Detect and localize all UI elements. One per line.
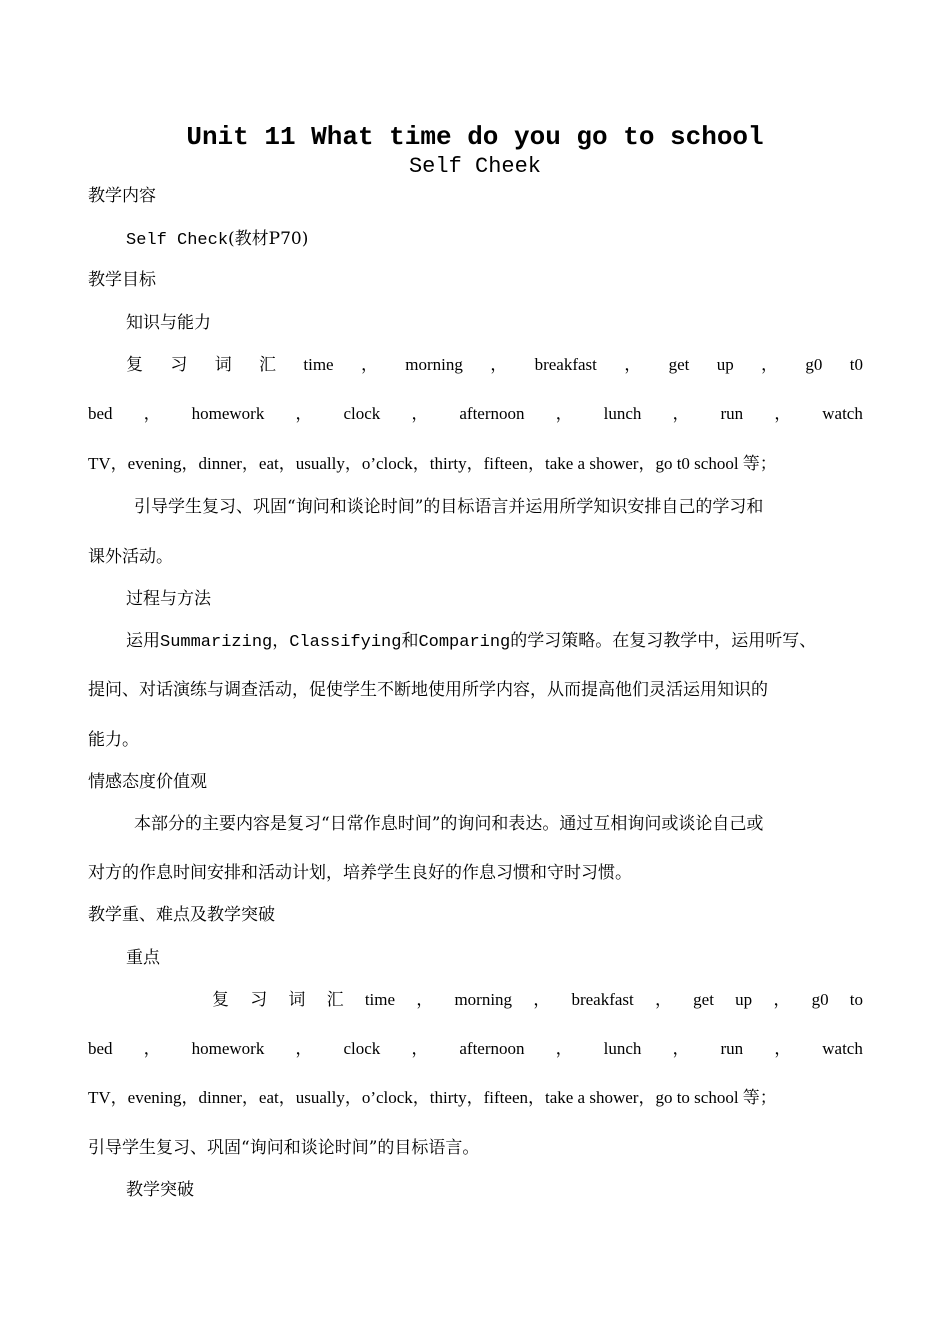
subheading-focus: 重点 [126,948,160,968]
vocab-list-row [88,1037,863,1061]
process-text: 运用 [126,631,160,651]
vocab-word: bed [88,1039,113,1058]
content-reference [126,227,308,253]
vocab-word: 复 [126,355,143,374]
subheading-breakthrough: 教学突破 [126,1180,194,1200]
vocab-word: ， [672,404,690,423]
section-heading-key-points: 教学重、难点及教学突破 [88,905,275,925]
vocab-word: ， [143,1039,161,1058]
section-heading-content: 教学内容 [88,186,156,206]
vocab-word: ， [624,355,642,374]
vocab-word: run [720,404,744,423]
vocab-list-row [212,988,863,1012]
vocab-word: ， [774,1039,792,1058]
vocab-word: watch [822,1039,863,1058]
vocab-word: t0 [849,355,863,374]
vocab-word: ， [773,990,791,1009]
strategy-terms: Summarizing，Classifying [160,633,402,652]
vocab-word: homework [191,1039,265,1058]
vocab-word: ， [490,355,508,374]
vocab-word: ， [774,404,792,423]
process-paragraph-line [126,629,816,655]
vocab-word: 习 [250,990,268,1009]
vocab-word: get [693,990,714,1009]
vocab-list-row-end: TV，evening，dinner，eat，usually，o’clock，thirty，fifteen，take a shower，go t0 school 等； [88,454,777,473]
process-paragraph-line: 提问、对话演练与调查活动，促使学生不断地使用所学内容，从而提高他们灵活运用知识的 [88,680,768,700]
values-paragraph-line: 对方的作息时间安排和活动计划，培养学生良好的作息习惯和守时习惯。 [88,863,632,883]
process-text: 和 [401,631,419,651]
vocab-word: 词 [214,355,232,374]
vocab-word: ， [411,404,429,423]
document-subtitle: Self Cheek [408,154,542,179]
vocab-word: up [716,355,734,374]
process-text: 的学习策略。在复习教学中，运用听写、 [510,631,817,651]
vocab-word: 词 [288,990,306,1009]
vocab-word: to [849,990,863,1009]
document-title: Unit 11 What time do you go to school [186,122,764,152]
content-reference-prefix: Self Check [126,231,229,250]
vocab-word: ， [654,990,672,1009]
vocab-word: breakfast [571,990,634,1009]
vocab-word: up [735,990,753,1009]
vocab-word: lunch [603,1039,642,1058]
process-paragraph-line: 能力。 [88,730,139,750]
vocab-word: bed [88,404,113,423]
vocab-word: g0 [805,355,823,374]
vocab-word: 汇 [259,355,277,374]
vocab-word: morning [454,990,513,1009]
vocab-word: ， [555,1039,573,1058]
vocab-word: ， [672,1039,690,1058]
vocab-word: 汇 [326,990,344,1009]
strategy-term: Comparing [418,633,511,652]
vocab-word: ， [555,404,573,423]
vocab-word: watch [822,404,863,423]
vocab-word: ， [295,1039,313,1058]
vocab-word: breakfast [534,355,597,374]
vocab-word: ， [761,355,779,374]
vocab-word: afternoon [459,1039,525,1058]
vocab-word: clock [343,404,381,423]
vocab-word: ， [143,404,161,423]
vocab-list-row-end: TV，evening，dinner，eat，usually，o’clock，thirty，fifteen，take a shower，go to school 等； [88,1088,777,1107]
subheading-process: 过程与方法 [126,589,211,609]
vocab-word: run [720,1039,744,1058]
section-heading-goals: 教学目标 [88,270,156,290]
subheading-knowledge: 知识与能力 [126,313,211,333]
vocab-list-row [88,402,863,426]
vocab-word: 复 [212,990,229,1009]
vocab-list-row [126,353,863,377]
vocab-word: ， [411,1039,429,1058]
vocab-word: homework [191,404,265,423]
vocab-word: ， [533,990,551,1009]
vocab-word: 习 [170,355,188,374]
vocab-word: time [303,355,334,374]
vocab-word: g0 [811,990,829,1009]
guide-paragraph-line: 引导学生复习、巩固“询问和谈论时间”的目标语言并运用所学知识安排自己的学习和 [134,497,764,517]
values-paragraph-line: 本部分的主要内容是复习“日常作息时间”的询问和表达。通过互相询问或谈论自己或 [134,814,764,834]
vocab-word: ， [295,404,313,423]
vocab-word: ， [360,355,378,374]
vocab-word: lunch [603,404,642,423]
content-reference-suffix: (教材P70) [228,229,309,249]
vocab-word: afternoon [459,404,525,423]
focus-guide-line: 引导学生复习、巩固“询问和谈论时间”的目标语言。 [88,1138,480,1158]
vocab-word: ， [416,990,434,1009]
vocab-word: clock [343,1039,381,1058]
subheading-values: 情感态度价值观 [88,772,207,792]
vocab-word: get [668,355,690,374]
guide-paragraph-line: 课外活动。 [88,547,173,567]
vocab-word: morning [405,355,463,374]
vocab-word: time [364,990,396,1009]
